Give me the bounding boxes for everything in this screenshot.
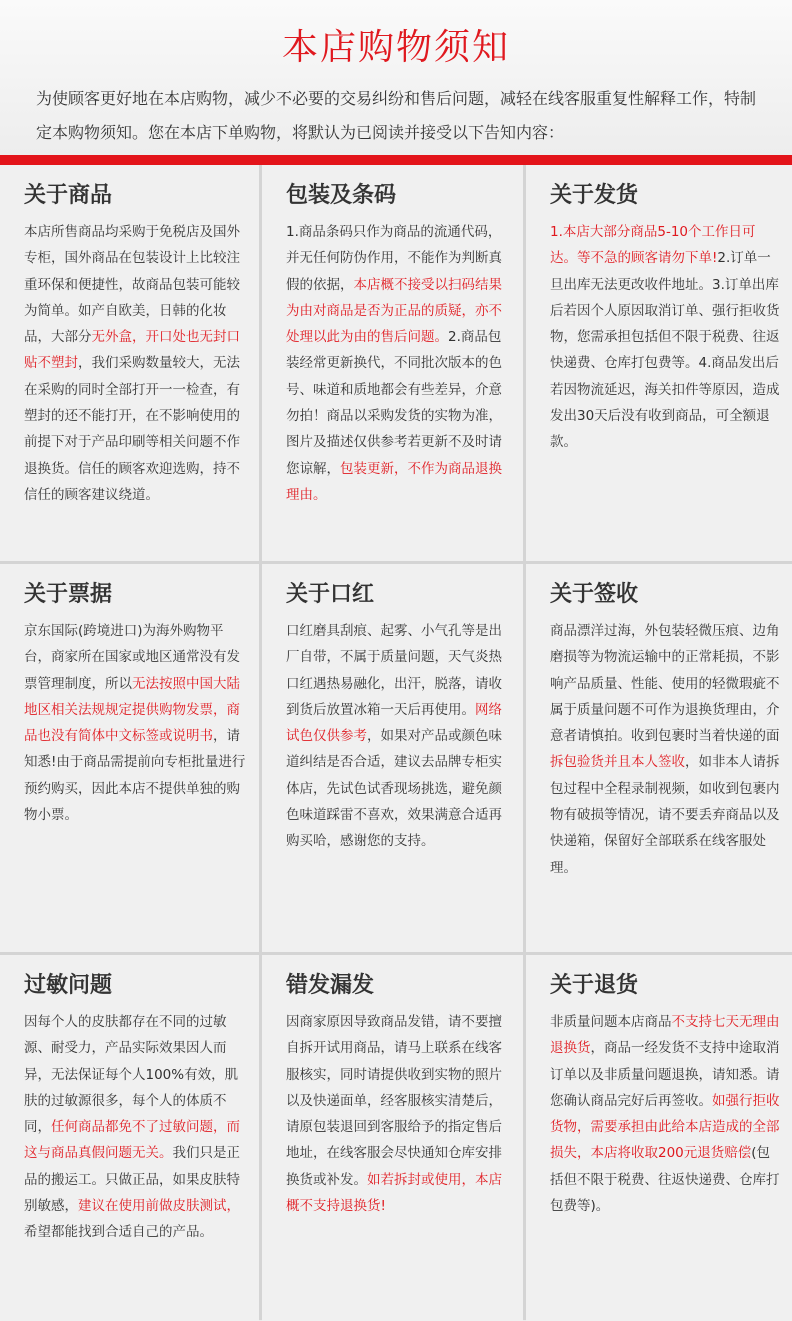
body-text: 本店所售商品均采购于免税店及国外专柜，国外商品在包装设计上比较注重环保和便捷性，故商品包装可能较为简单。如产自欧美，日韩的化妆品，大部分 — [24, 224, 240, 346]
section-body — [24, 618, 247, 828]
section-title: 包装及条码 — [286, 183, 397, 208]
highlighted-text: 任何商品都免不了过敏问题，而这与商品真假问题无关。 — [24, 1119, 240, 1162]
highlighted-text: 建议在使用前做皮肤测试， — [78, 1198, 240, 1215]
page-title: 本店购物须知 — [281, 27, 510, 68]
body-text: 希望都能找到合适自己的产品。 — [24, 1224, 213, 1241]
highlighted-text: 无外盒，开口处也无封口贴不塑封 — [24, 329, 240, 372]
body-text: 京东国际(跨境进口)为海外购物平台，商家所在国家或地区通常没有发票管理制度，所以 — [24, 623, 240, 692]
page-header — [0, 0, 792, 155]
body-text: ，如非本人请拆包过程中全程录制视频，如收到包裹内物有破损等情况，请不要丢弃商品以及快递箱，保留好全部联系在线客服处理。 — [550, 754, 780, 876]
body-text: 我们只是正品的搬运工。只做正品，如果皮肤特别敏感， — [24, 1145, 240, 1215]
body-text: 商品漂洋过海，外包装轻微压痕、边角磨损等为物流运输中的正常耗损，不影响产品质量、性能、使用的轻微瑕疵不属于质量问题不可作为退换货理由，介意者请慎拍。收到包裹时当着快递的面 — [550, 623, 780, 745]
body-text: ，商品一经发货不支持中途取消订单以及非质量问题退换，请知悉。请您确认商品完好后再签收。 — [550, 1040, 780, 1109]
intro-text: 为使顾客更好地在本店购物，减少不必要的交易纠纷和售后问题，减轻在线客服重复性解释工作，特制定本购物须知。您在本店下单购物，将默认为已阅读并接受以下告知内容： — [36, 89, 757, 142]
section-title: 关于发货 — [550, 183, 639, 208]
section-title: 关于票据 — [24, 582, 113, 607]
section-wrong-missing-shipment — [262, 955, 523, 1321]
body-text: 因每个人的皮肤都存在不同的过敏源、耐受力，产品实际效果因人而异，无法保证每个人100%有效，肌肤的过敏源很多，每个人的体质不同， — [24, 1014, 239, 1136]
body-text: 2.订单一旦出库无法更改收件地址。3.订单出库后若因个人原因取消订单、强行拒收货物，您需承担包括但不限于税费、往返快递费、仓库打包费等。4.商品发出后若因物流延迟，海关扣件等原因，造成发出30天后没有收到商品，可全额退款。 — [550, 250, 780, 451]
section-body — [286, 1009, 511, 1219]
section-body — [286, 219, 511, 508]
highlighted-text: 网络试色仅供参考 — [286, 701, 502, 745]
section-title: 过敏问题 — [24, 973, 113, 998]
body-text: (包括但不限于税费、往返快递费、仓库打包费等)。 — [550, 1145, 780, 1215]
section-body — [24, 1009, 247, 1246]
section-lipstick — [262, 564, 523, 952]
body-text: ，请知悉!由于商品需提前向专柜批量进行预约购买，因此本店不提供单独的购物小票。 — [24, 728, 246, 824]
section-delivery-signing — [526, 564, 792, 952]
highlighted-text: 1.本店大部分商品5-10个工作日可达。等不急的顾客请勿下单! — [550, 224, 756, 267]
section-packaging-barcode — [262, 165, 523, 561]
section-shipping — [526, 165, 792, 561]
divider-bar — [0, 155, 792, 165]
body-text: 非质量问题本店商品 — [550, 1014, 672, 1030]
body-text: 2.商品包装经常更新换代，不同批次版本的色号、味道和质地都会有些差异，介意勿拍！商品以采购发货的实物为准，图片及描述仅供参考若更新不及时请您谅解， — [286, 329, 502, 477]
highlighted-text: 如强行拒收货物，需要承担由此给本店造成的全部损失，本店将收取200元退货赔偿 — [550, 1092, 780, 1162]
highlighted-text: 不支持七天无理由退换货 — [550, 1014, 780, 1057]
section-title: 关于口红 — [286, 582, 375, 607]
highlighted-text: 包装更新，不作为商品退换理由。 — [286, 460, 502, 503]
body-text: 1.商品条码只作为商品的流通代码，并无任何防伪作用，不能作为判断真假的依据， — [286, 224, 502, 293]
section-body — [550, 219, 780, 456]
section-about-products — [0, 165, 259, 561]
highlighted-text: 本店概不接受以扫码结果为由对商品是否为正品的质疑，亦不处理以此为由的售后问题。 — [286, 276, 502, 346]
body-text: ，我们采购数量较大，无法在采购的同时全部打开一一检查，有塑封的还不能打开，在不影响使用的前提下对于产品印刷等相关问题不作退换货。信任的顾客欢迎选购，持不信任的顾客建议绕道。 — [24, 355, 240, 503]
section-title: 错发漏发 — [286, 973, 375, 998]
notice-grid — [0, 165, 792, 1320]
highlighted-text: 如若拆封或使用，本店概不支持退换货! — [286, 1171, 502, 1215]
body-text: 口红磨具刮痕、起雾、小气孔等是出厂自带，不属于质量问题，天气炎热口红遇热易融化，出汗，脱落，请收到货后放置冰箱一天后再使用。 — [286, 623, 502, 718]
section-returns — [526, 955, 792, 1321]
section-body — [550, 1009, 780, 1219]
section-title: 关于签收 — [550, 582, 639, 607]
body-text: ，如果对产品或颜色味道纠结是否合适，建议去品牌专柜实体店，先试色试香现场挑选，避免颜色味道踩雷不喜欢，效果满意合适再购买哈，感谢您的支持。 — [286, 728, 502, 850]
section-title: 关于退货 — [550, 973, 639, 998]
section-invoice — [0, 564, 259, 952]
highlighted-text: 拆包验货并且本人签收 — [550, 754, 685, 771]
section-title: 关于商品 — [24, 183, 113, 208]
body-text: 因商家原因导致商品发错，请不要擅自拆开试用商品，请马上联系在线客服核实，同时请提供收到实物的照片以及快递面单，经客服核实清楚后，请原包装退回到客服给予的指定售后地址，在线客服会尽快通知仓库安排换货或补发。 — [286, 1014, 502, 1188]
highlighted-text: 无法按照中国大陆地区相关法规规定提供购物发票，商品也没有简体中文标签或说明书 — [24, 675, 240, 745]
section-body — [24, 219, 247, 508]
section-body — [286, 618, 511, 855]
section-allergy — [0, 955, 259, 1321]
section-body — [550, 618, 780, 881]
